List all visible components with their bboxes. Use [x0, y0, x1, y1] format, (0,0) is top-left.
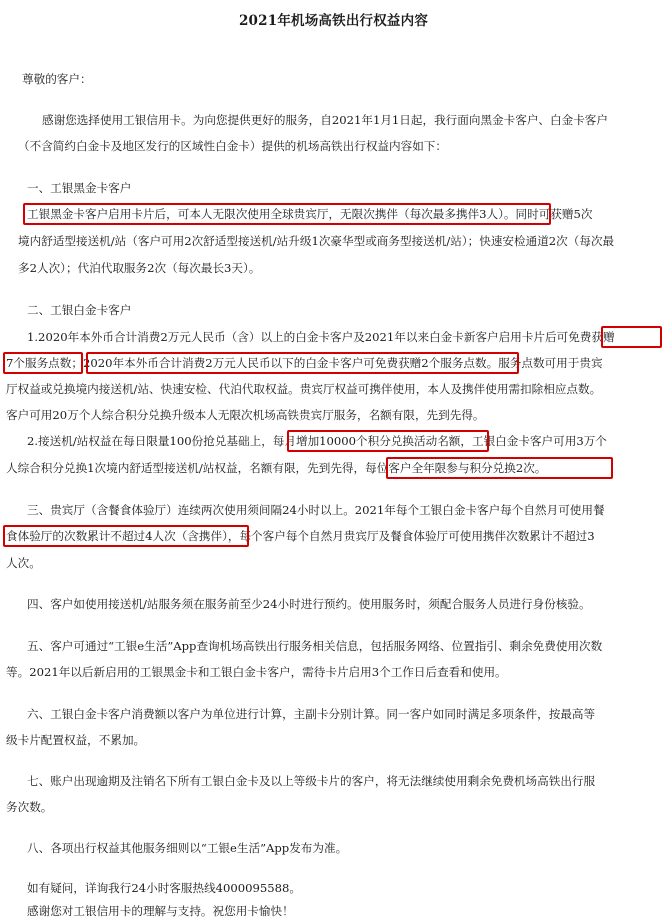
- section-heading: 一、工银黑金卡客户: [27, 181, 132, 195]
- text-line: 工银黑金卡客户启用卡片后，可本人无限次使用全球贵宾厅，无限次携伴（每次最多携伴3人）。同时可获赠5次: [27, 207, 593, 221]
- text-line: 务次数。: [6, 800, 53, 814]
- text-line: 七、账户出现逾期及注销名下所有工银白金卡及以上等级卡片的客户，将无法继续使用剩余免费机场高铁出行服: [27, 774, 596, 788]
- text-line: 2.接送机/站权益在每日限量100份抢兑基础上，每月增加10000个积分兑换活动名额，工银白金卡客户可用3万个: [27, 434, 607, 448]
- text-line: 感谢您对工银信用卡的理解与支持。祝您用卡愉快！: [27, 904, 294, 918]
- text-line: （不含简约白金卡及地区发行的区域性白金卡）提供的机场高铁出行权益内容如下：: [18, 139, 447, 153]
- text-line: 等。2021年以后新启用的工银黑金卡和工银白金卡客户，需待卡片启用3个工作日后查看和使用。: [6, 665, 507, 679]
- section-heading: 二、工银白金卡客户: [27, 303, 132, 317]
- text-line: 六、工银白金卡客户消费额以客户为单位进行计算，主副卡分别计算。同一客户如同时满足多项条件，按最高等: [27, 707, 596, 721]
- text-line: 7个服务点数；2020年本外币合计消费2万元人民币以下的白金卡客户可免费获赠2个服务点数。服务点数可用于贵宾: [6, 356, 603, 370]
- text-line: 如有疑问，详询我行24小时客服热线4000095588。: [27, 881, 302, 895]
- text-line: 人综合积分兑换1次境内舒适型接送机/站权益，名额有限，先到先得，每位客户全年限参与积分兑换2次。: [6, 461, 547, 475]
- text-line: 三、贵宾厅（含餐食体验厅）连续两次使用须间隔24小时以上。2021年每个工银白金卡客户每个自然月可使用餐: [27, 503, 605, 517]
- text-line: 1.2020年本外币合计消费2万元人民币（含）以上的白金卡客户及2021年以来白金卡新客户启用卡片后可免费获赠: [27, 330, 615, 344]
- text-line: 八、各项出行权益其他服务细则以“工银e生活”App发布为准。: [27, 841, 348, 855]
- text-line: 境内舒适型接送机/站（客户可用2次舒适型接送机/站升级1次豪华型或商务型接送机/站）；快速安检通道2次（每次最: [18, 234, 615, 248]
- text-line: 多2人次）；代泊代取服务2次（每次最长3天）。: [18, 261, 261, 275]
- document-title: 2021年机场高铁出行权益内容: [238, 13, 429, 29]
- text-line: 四、客户如使用接送机/站服务须在服务前至少24小时进行预约。使用服务时，须配合服务人员进行身份核验。: [27, 597, 591, 611]
- text-line: 客户可用20万个人综合积分兑换升级本人无限次机场高铁贵宾厅服务，名额有限，先到先得。: [6, 408, 485, 422]
- text-line: 尊敬的客户：: [22, 72, 92, 86]
- text-line: 五、客户可通过“工银e生活”App查询机场高铁出行服务相关信息，包括服务网络、位置指引、剩余免费使用次数: [27, 639, 603, 653]
- text-line: 食体验厅的次数累计不超过4人次（含携伴），每个客户每个自然月贵宾厅及餐食体验厅可使用携伴次数累计不超过3: [6, 529, 595, 543]
- text-line: 感谢您选择使用工银信用卡。为向您提供更好的服务，自2021年1月1日起，我行面向黑金卡客户、白金卡客户: [42, 113, 608, 127]
- text-line: 厅权益或兑换境内接送机/站、快速安检、代泊代取权益。贵宾厅权益可携伴使用，本人及携伴使用需扣除相应点数。: [6, 382, 602, 396]
- text-line: 人次。: [6, 556, 41, 570]
- text-line: 级卡片配置权益，不累加。: [6, 733, 146, 747]
